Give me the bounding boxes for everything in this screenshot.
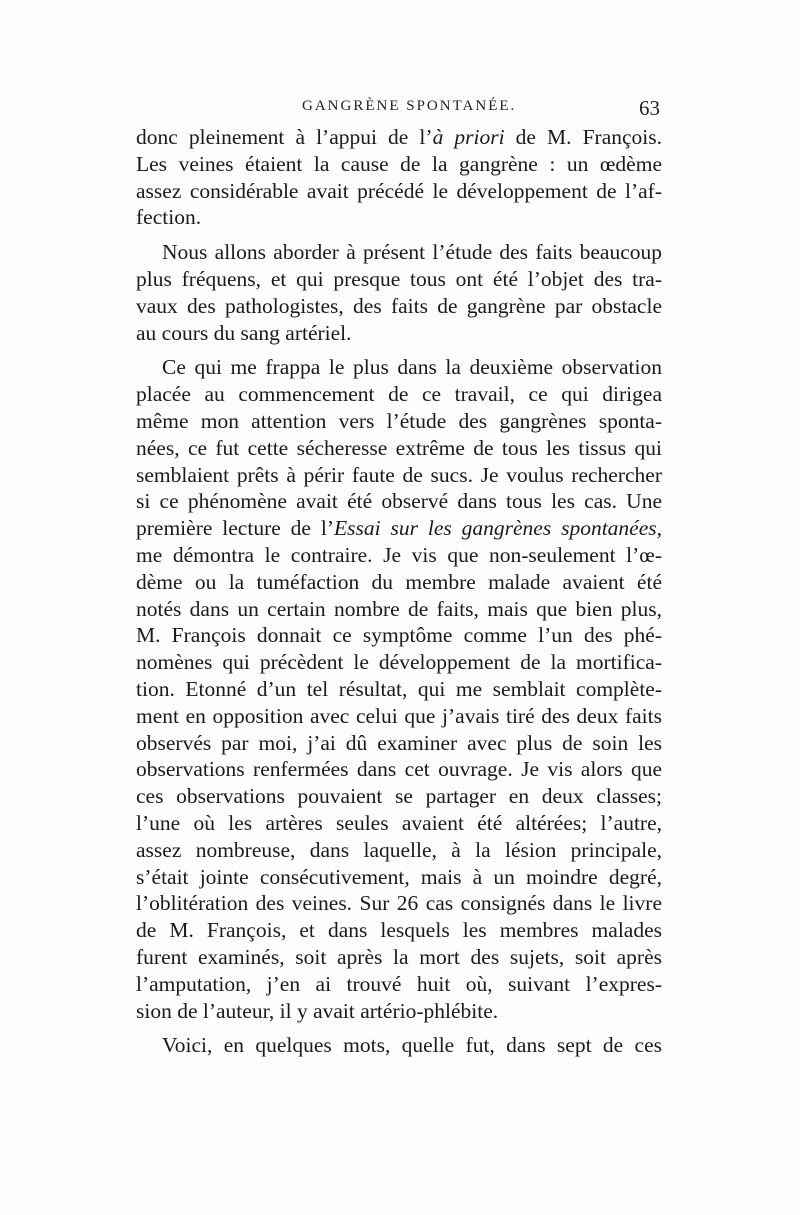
text-line: au cours du sang artériel. bbox=[136, 320, 352, 345]
text-line: sion de l’auteur, il y avait artério-phlébite. bbox=[136, 998, 499, 1023]
text-line: observations renfermées dans cet ouvrage. Je vis alors que bbox=[136, 757, 662, 782]
text-line: l’oblitération des veines. Sur 26 cas consignés dans le livre bbox=[136, 891, 662, 916]
text-line: placée au commencement de ce travail, ce qui dirigea bbox=[136, 382, 662, 407]
paragraph bbox=[136, 124, 662, 231]
text-line: de M. François, et dans lesquels les membres malades bbox=[136, 918, 662, 943]
text-line: même mon attention vers l’étude des gangrènes sponta- bbox=[136, 408, 662, 433]
text-line: Nous allons aborder à présent l’étude des faits beaucoup bbox=[162, 240, 662, 265]
text-line: nomènes qui précèdent le développement de la mortifica- bbox=[136, 650, 662, 675]
text-line: assez considérable avait précédé le développement de l’af- bbox=[136, 178, 662, 203]
text-line: donc pleinement à l’appui de l’à priori de M. François. bbox=[136, 125, 663, 149]
text-line: notés dans un certain nombre de faits, mais que bien plus, bbox=[136, 596, 662, 621]
text-line: nées, ce fut cette sécheresse extrême de tous les tissus qui bbox=[136, 435, 662, 460]
text-line: première lecture de l’Essai sur les gangrènes spontanées, bbox=[136, 516, 662, 541]
text-line: observés par moi, j’ai dû examiner avec plus de soin les bbox=[136, 730, 662, 755]
text-line: vaux des pathologistes, des faits de gangrène par obstacle bbox=[136, 293, 662, 318]
text-line: furent examinés, soit après la mort des sujets, soit après bbox=[136, 944, 662, 969]
text-line: M. François donnait ce symptôme comme l’un des phé- bbox=[136, 623, 662, 648]
text-line: tion. Etonné d’un tel résultat, qui me semblait complète- bbox=[136, 676, 662, 701]
italic-text: Essai sur les gangrènes spontanées bbox=[333, 516, 657, 541]
text-line: ces observations pouvaient se partager en deux classes; bbox=[136, 784, 662, 809]
page-number: 63 bbox=[639, 96, 660, 120]
text-line: dème ou la tuméfaction du membre malade avaient été bbox=[136, 569, 662, 594]
text-line: Les veines étaient la cause de la gangrène : un œdème bbox=[136, 151, 662, 176]
text-line: plus fréquens, et qui presque tous ont été l’objet des tra- bbox=[136, 266, 662, 291]
running-head bbox=[136, 96, 662, 120]
body-text bbox=[136, 124, 662, 1059]
text-line: Voici, en quelques mots, quelle fut, dans sept de ces bbox=[162, 1033, 662, 1058]
text-line: fection. bbox=[136, 205, 202, 230]
text-line: l’amputation, j’en ai trouvé huit où, suivant l’expres- bbox=[136, 971, 662, 996]
text-line: ment en opposition avec celui que j’avais tiré des deux faits bbox=[136, 703, 662, 728]
paragraph bbox=[136, 239, 662, 346]
italic-text: à priori bbox=[432, 125, 505, 149]
text-line: assez nombreuse, dans laquelle, à la lésion principale, bbox=[136, 837, 662, 862]
text-line: l’une où les artères seules avaient été altérées; l’autre, bbox=[136, 810, 662, 835]
text-line: semblaient prêts à périr faute de sucs. Je voulus rechercher bbox=[136, 462, 662, 487]
paragraph bbox=[136, 354, 662, 1024]
text-line: s’était jointe consécutivement, mais à un moindre degré, bbox=[136, 864, 662, 889]
text-line: Ce qui me frappa le plus dans la deuxième observation bbox=[162, 355, 662, 380]
paragraph bbox=[136, 1032, 662, 1059]
text-line: me démontra le contraire. Je vis que non-seulement l’œ- bbox=[136, 542, 662, 567]
running-title: GANGRÈNE SPONTANÉE. bbox=[302, 98, 517, 114]
text-line: si ce phénomène avait été observé dans tous les cas. Une bbox=[136, 489, 662, 514]
